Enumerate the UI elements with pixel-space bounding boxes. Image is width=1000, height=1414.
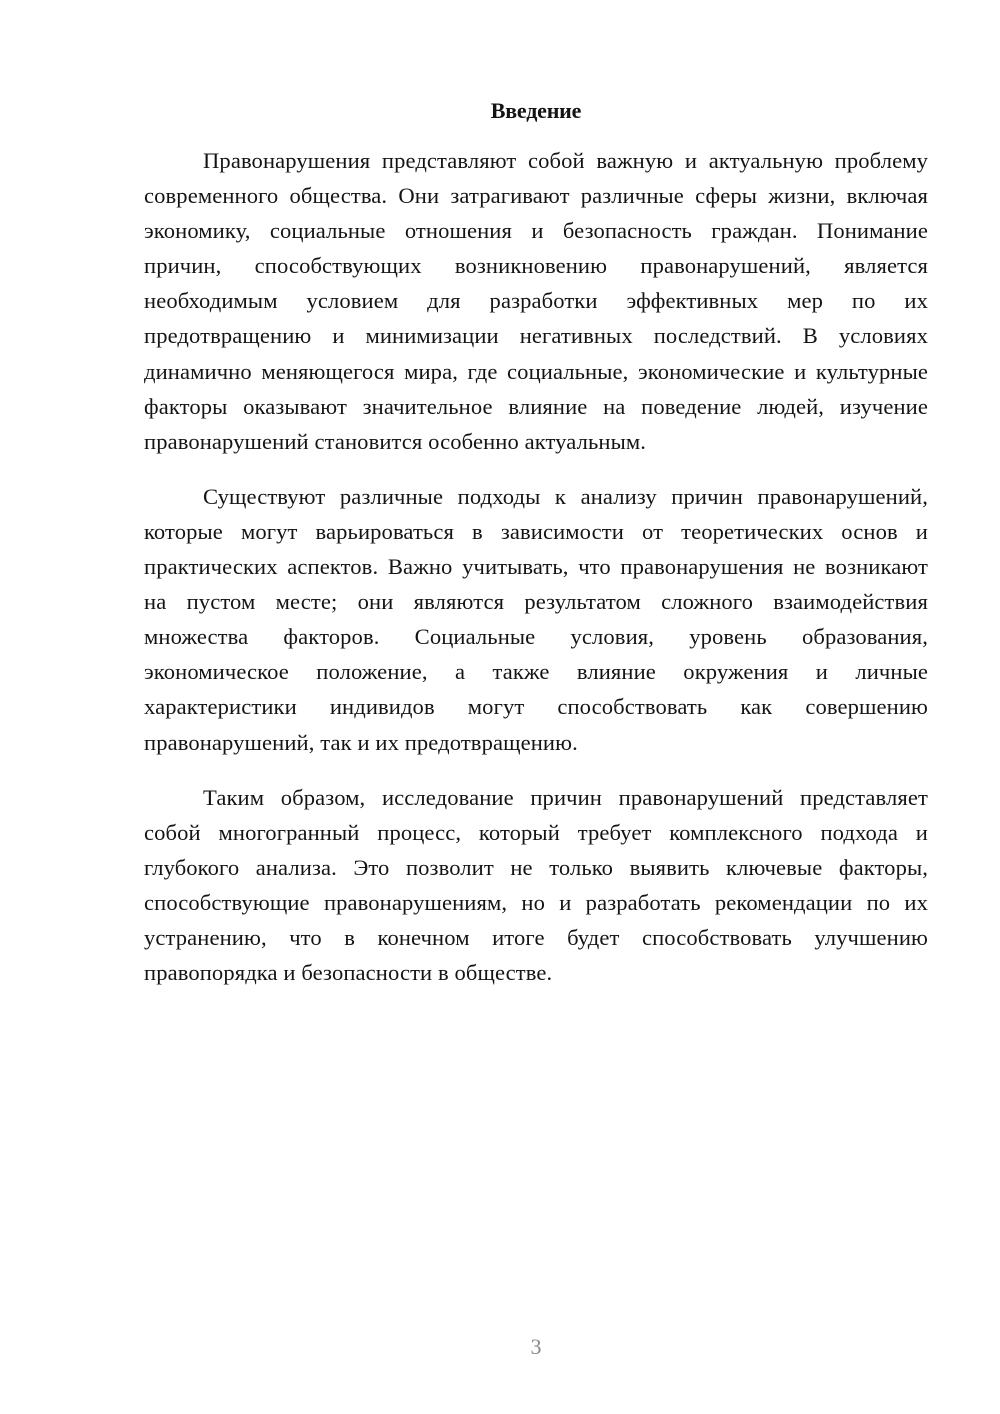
paragraph: Правонарушения представляют собой важную и актуальную проблему современного общества. Они затрагивают различные сферы жизни, включая экономику, социальные отношения и безопасность граждан. Понимание причин, способствующих возникновению правонарушений, является необходимым условием для разработки эффективных мер по их предотвращению и минимизации негативных последствий. В условиях динамично меняющегося мира, где социальные, экономические и культурные факторы оказывают значительное влияние на поведение людей, изучение правонарушений становится особенно актуальным. bbox=[144, 148, 928, 454]
paragraph: Таким образом, исследование причин правонарушений представляет собой многогранный процесс, который требует комплексного подхода и глубокого анализа. Это позволит не только выявить ключевые факторы, способствующие правонарушениям, но и разработать рекомендации по их устранению, что в конечном итоге будет способствовать улучшению правопорядка и безопасности в обществе. bbox=[144, 784, 928, 986]
document-body bbox=[144, 143, 928, 1010]
page-number: 3 bbox=[530, 1334, 542, 1359]
section-title: Введение bbox=[490, 98, 582, 123]
paragraph: Существуют различные подходы к анализу причин правонарушений, которые могут варьироваться в зависимости от теоретических основ и практических аспектов. Важно учитывать, что правонарушения не возникают на пустом месте; они являются результатом сложного взаимодействия множества факторов. Социальные условия, уровень образования, экономическое положение, а также влияние окружения и личные характеристики индивидов могут способствовать как совершению правонарушений, так и их предотвращению. bbox=[144, 483, 928, 755]
